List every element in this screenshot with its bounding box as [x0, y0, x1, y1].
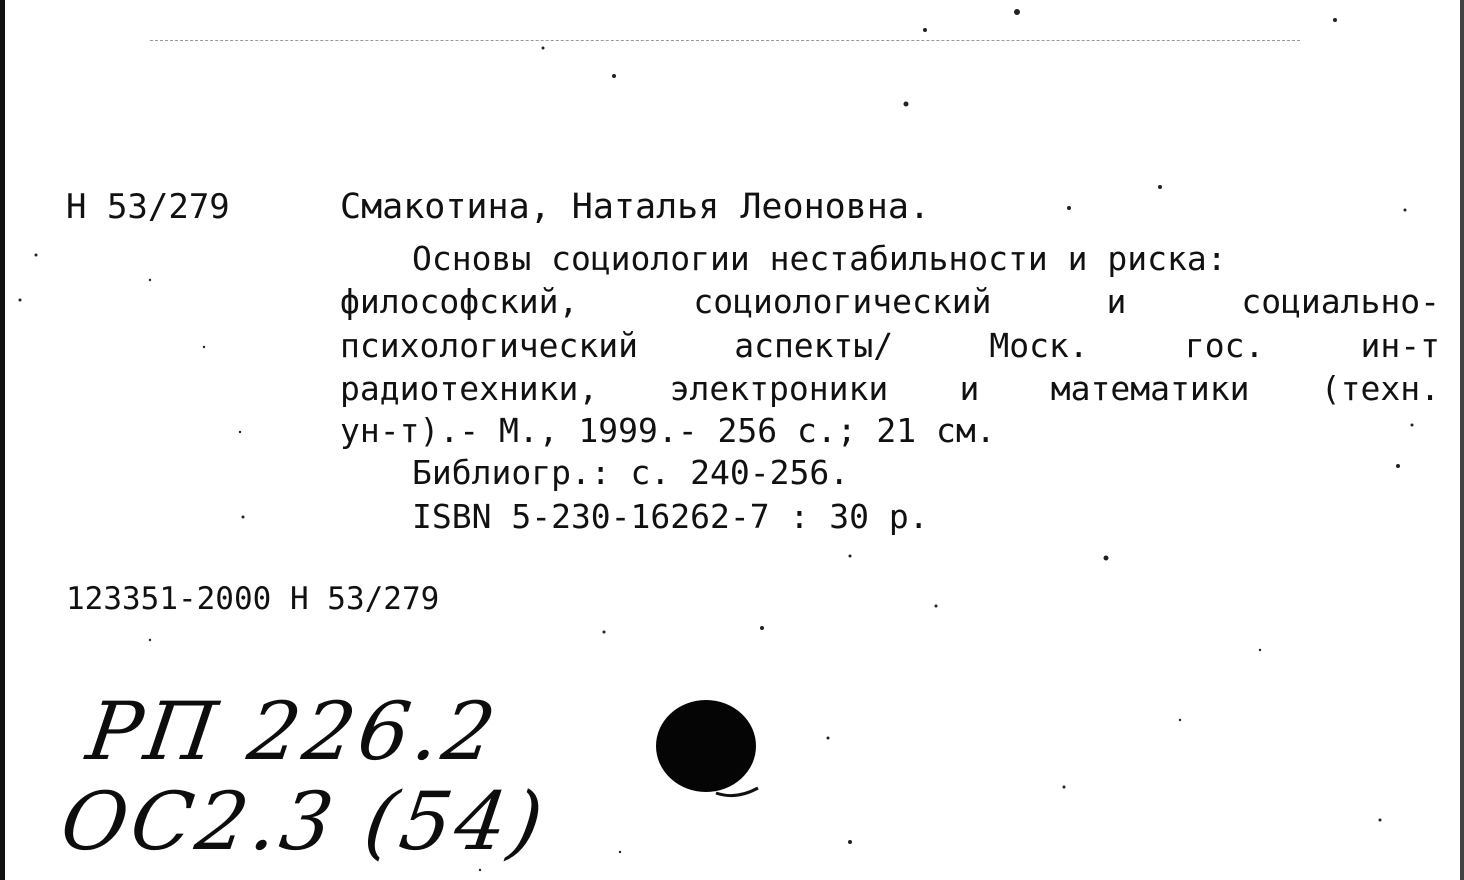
scan-artifact-line: [150, 40, 1300, 41]
description-line-4: радиотехники, электроники и математики (техн.: [340, 369, 1440, 408]
handwritten-classification-1: РП 226.2: [81, 685, 505, 778]
description-line-1: Основы социологии нестабильности и риска:: [412, 239, 1227, 278]
punch-hole: [656, 698, 766, 798]
description-line-3: психологический аспекты/ Моск. гос. ин-т: [340, 326, 1440, 365]
inventory-number: 123351-2000 Н 53/279: [66, 581, 440, 617]
call-number-top: Н 53/279: [66, 187, 230, 227]
author-heading: Смакотина, Наталья Леоновна.: [340, 187, 931, 227]
bibliography-note: Библиогр.: с. 240-256.: [412, 453, 850, 492]
card-left-edge: [0, 0, 5, 880]
handwritten-classification-2: ОС2.3 (54): [55, 775, 553, 868]
isbn-price: ISBN 5-230-16262-7 : 30 р.: [412, 497, 929, 536]
description-line-5: ун-т).- М., 1999.- 256 с.; 21 см.: [340, 411, 996, 450]
card-right-edge: [1460, 0, 1464, 880]
description-line-2: философский, социологический и социально-: [340, 282, 1440, 321]
